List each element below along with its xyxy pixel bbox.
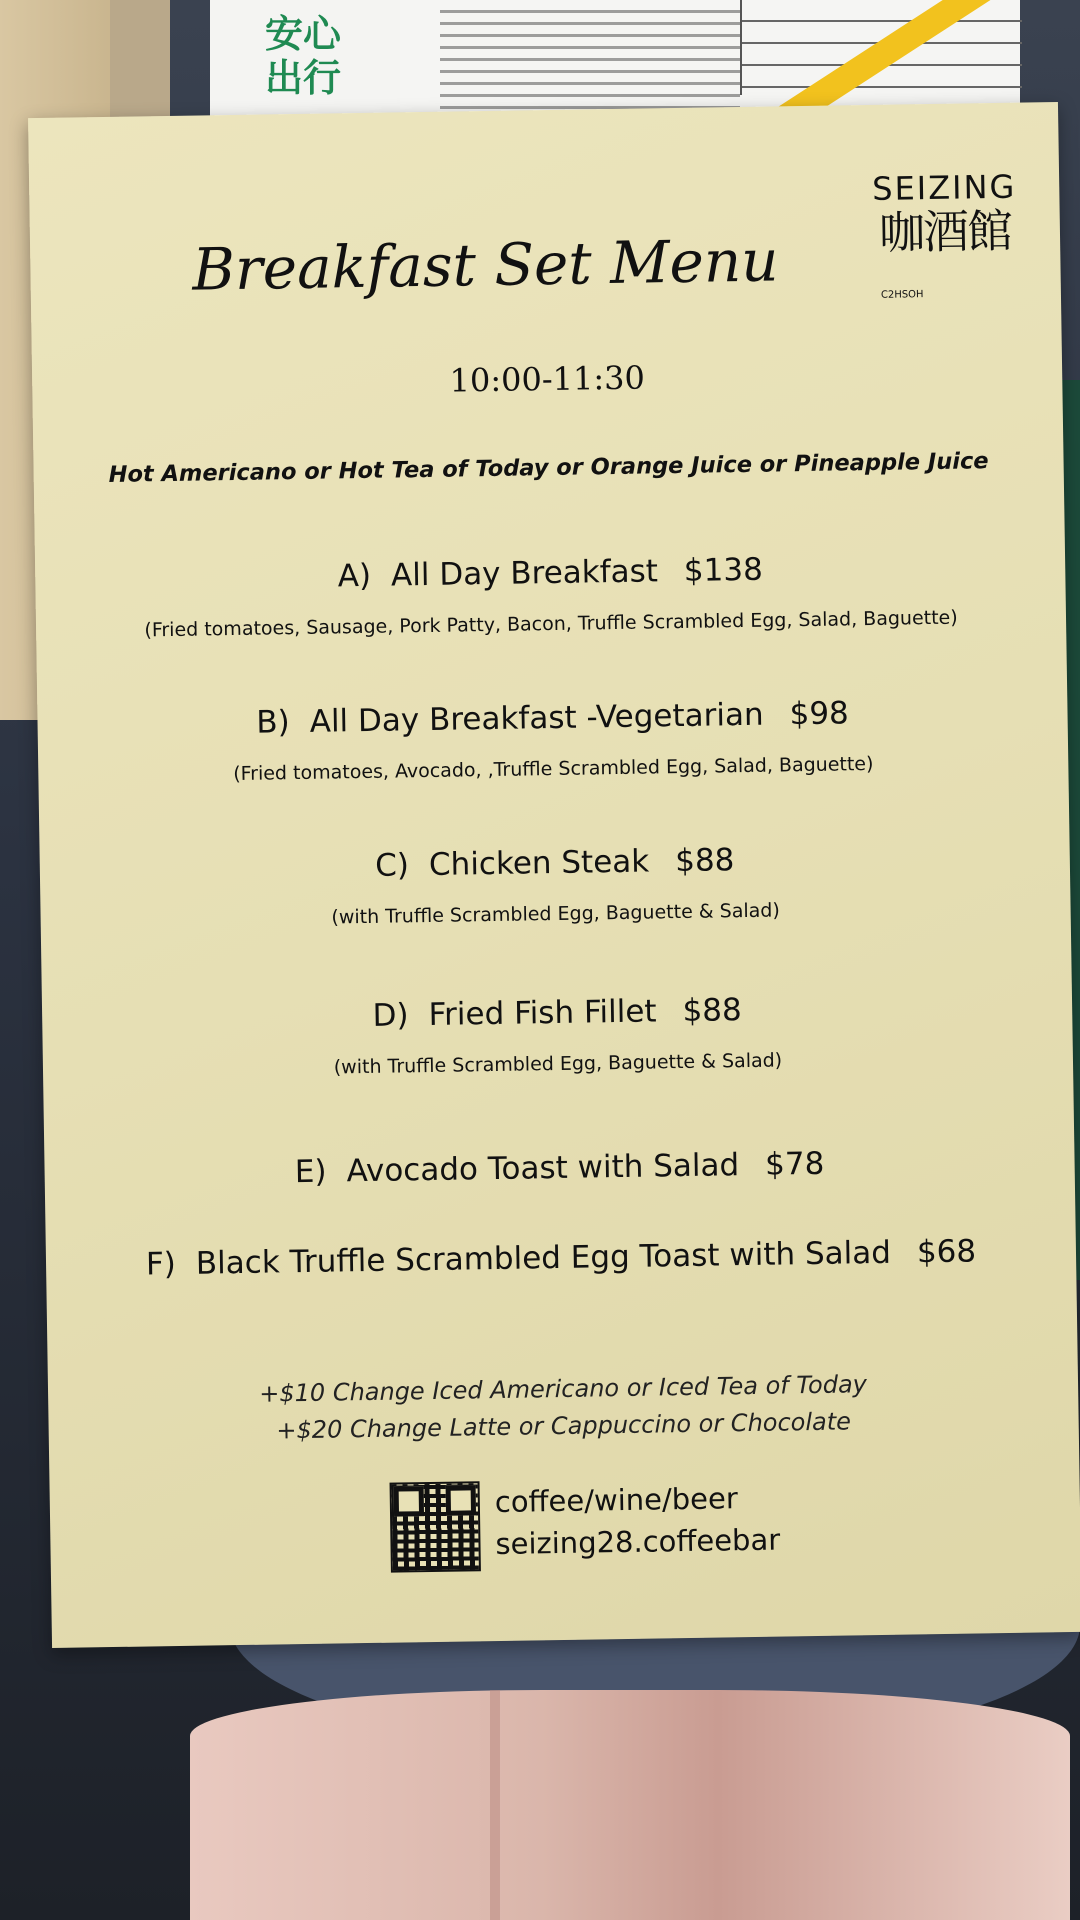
background-document-text xyxy=(440,10,740,110)
item-code: E) xyxy=(294,1153,327,1191)
brand-chinese-name: 咖酒館 xyxy=(878,203,1012,260)
menu-item-c xyxy=(40,837,1071,933)
item-description: (Fried tomatoes, Sausage, Pork Patty, Bacon, Truffle Scrambled Egg, Salad, Baguette) xyxy=(144,606,958,642)
item-name: Black Truffle Scrambled Egg Toast with Salad xyxy=(195,1234,892,1282)
menu-title: Breakfast Set Menu xyxy=(191,226,780,304)
item-price: $88 xyxy=(682,992,743,1030)
footer-text xyxy=(495,1477,781,1565)
item-description: (Fried tomatoes, Avocado, ,Truffle Scrambled Egg, Salad, Baguette) xyxy=(233,752,874,786)
item-description: (with Truffle Scrambled Egg, Baguette & Salad) xyxy=(333,1049,783,1079)
brand-formula: C2HSOH xyxy=(880,289,924,301)
item-name: Chicken Steak xyxy=(428,843,650,883)
legs-gap xyxy=(490,1690,500,1920)
item-price: $138 xyxy=(683,551,764,589)
serving-hours: 10:00-11:30 xyxy=(449,358,646,400)
footer-handle: seizing28.coffeebar xyxy=(495,1522,781,1562)
menu-item-f xyxy=(46,1232,1076,1284)
addon-latte: +$20 Change Latte or Cappuccino or Chocolate xyxy=(276,1407,852,1445)
item-code: A) xyxy=(337,557,372,595)
item-code: D) xyxy=(372,997,409,1034)
menu-item-d xyxy=(42,987,1073,1083)
menu-footer xyxy=(390,1476,842,1583)
menu-item-e xyxy=(44,1142,1074,1194)
item-name: All Day Breakfast xyxy=(390,553,659,594)
item-code: B) xyxy=(256,704,290,741)
menu-item-b xyxy=(37,692,1068,788)
item-name: Fried Fish Fillet xyxy=(428,993,657,1034)
item-code: F) xyxy=(145,1246,177,1283)
item-price: $68 xyxy=(916,1233,977,1271)
menu-sheet xyxy=(28,102,1080,1648)
brand-name: SEIZING xyxy=(871,167,1017,208)
background-card-logo: 安心出行 xyxy=(265,12,342,100)
item-price: $98 xyxy=(789,695,850,733)
qr-code-icon xyxy=(390,1481,481,1572)
item-price: $78 xyxy=(764,1145,825,1183)
legs xyxy=(190,1690,1070,1920)
item-name: Avocado Toast with Salad xyxy=(346,1147,740,1190)
menu-item-a xyxy=(35,547,1066,643)
footer-offerings: coffee/wine/beer xyxy=(494,1481,738,1520)
item-code: C) xyxy=(374,847,410,884)
included-drinks: Hot Americano or Hot Tea of Today or Orange Juice or Pineapple Juice xyxy=(108,448,989,488)
addon-iced: +$10 Change Iced Americano or Iced Tea of Today xyxy=(259,1370,868,1408)
item-description: (with Truffle Scrambled Egg, Baguette & Salad) xyxy=(331,899,780,929)
item-name: All Day Breakfast -Vegetarian xyxy=(309,696,764,740)
item-price: $88 xyxy=(674,842,735,880)
